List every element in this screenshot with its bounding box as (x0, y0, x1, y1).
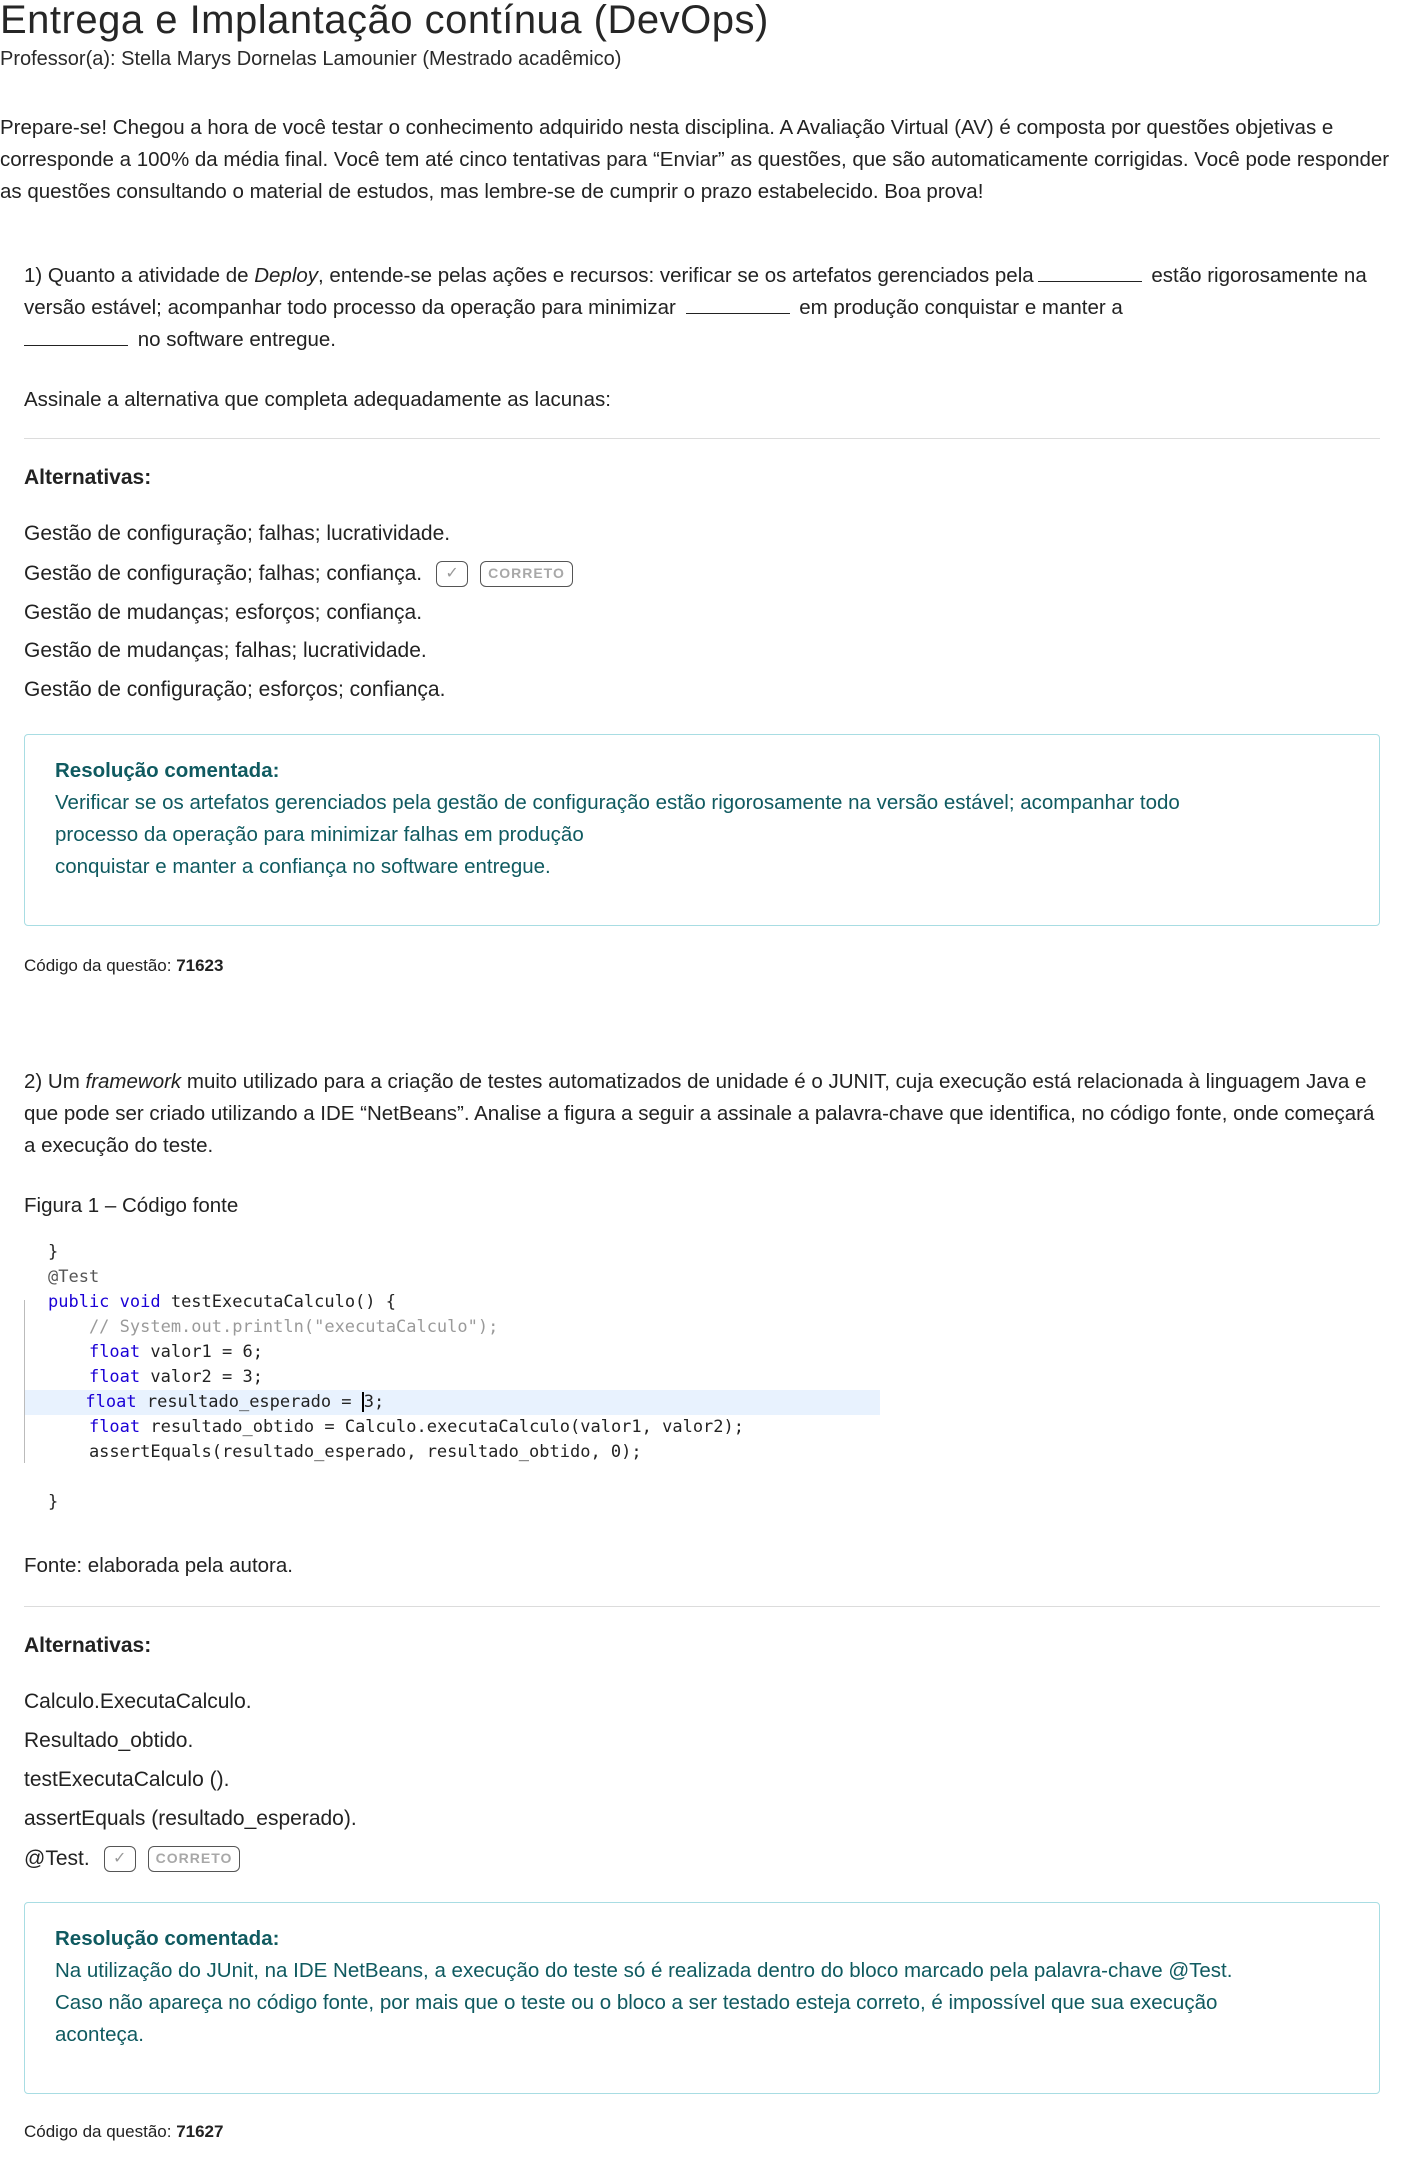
code-line: float resultado_obtido = Calculo.executaCalculo(valor1, valor2); (88, 1417, 744, 1437)
resolution-line: Verificar se os artefatos gerenciados pela gestão de configuração estão rigorosamente na versão estável; acompanhar todo (55, 791, 1180, 814)
q1-alternative-4[interactable]: Gestão de mudanças; falhas; lucratividade. (24, 639, 427, 662)
check-icon: ✓ (104, 1846, 136, 1872)
q2-alternative-3[interactable]: testExecutaCalculo (). (24, 1768, 230, 1791)
q2-alternative-5[interactable]: @Test. ✓ CORRETO (24, 1846, 240, 1872)
code-line: @Test (48, 1267, 100, 1287)
q2-alternative-2[interactable]: Resultado_obtido. (24, 1729, 194, 1752)
question-2-text: 2) Um framework muito utilizado para a criação de testes automatizados de unidade é o JUNIT, cuja execução está relacionada à linguagem Java e que pode ser criado utilizando a IDE “NetBeans”. Analise a figura a seguir a assinale a palavra-chave que identifica, no código fonte, onde começará a execução do teste. (24, 1070, 1375, 1157)
code-line: float valor2 = 3; (88, 1367, 263, 1387)
resolution-line: conquistar e manter a confiança no software entregue. (55, 855, 551, 878)
intro-text: Prepare-se! Chegou a hora de você testar o conhecimento adquirido nesta disciplina. A Avaliação Virtual (AV) é composta por questões objetivas e corresponde a 100% da média final. Você tem até cinco tentativas para “Enviar” as questões, que são automaticamente corrigidas. Você pode responder as questões consultando o material de estudos, mas lembre-se de cumprir o prazo estabelecido. Boa prova! (0, 116, 1390, 203)
question-1-text: 1) Quanto a atividade de Deploy, entende-se pelas ações e recursos: verificar se os artefatos gerenciados pela estão rigorosamente na versão estável; acompanhar todo processo da operação para minimizar em produção conquistar e manter a no software entregue. (24, 260, 1384, 356)
resolution-line: Na utilização do JUnit, na IDE NetBeans, a execução do teste só é realizada dentro do bloco marcado pela palavra-chave @Test. (55, 1959, 1233, 1982)
q1-alternative-1[interactable]: Gestão de configuração; falhas; lucratividade. (24, 522, 451, 545)
q1-alternative-3[interactable]: Gestão de mudanças; esforços; confiança. (24, 601, 423, 624)
resolution-line: aconteça. (55, 2023, 144, 2046)
q1-alternative-2[interactable]: Gestão de configuração; falhas; confiança. ✓ CORRETO (24, 561, 573, 587)
code-line: public void testExecutaCalculo() { (48, 1292, 396, 1312)
q2-code: Código da questão: 71627 (24, 2122, 224, 2141)
divider (24, 1606, 1380, 1607)
correct-badge: CORRETO (480, 561, 573, 587)
code-line: float valor1 = 6; (88, 1342, 263, 1362)
page-title: Entrega e Implantação contínua (DevOps) (0, 0, 769, 42)
code-line: // System.out.println("executaCalculo"); (48, 1317, 499, 1337)
code-figure (24, 1240, 880, 1520)
alternatives-header: Alternativas: (24, 1634, 152, 1657)
correct-badge: CORRETO (148, 1846, 241, 1872)
q1-resolution-box (24, 734, 1380, 926)
code-line: assertEquals(resultado_esperado, resultado_obtido, 0); (48, 1442, 642, 1462)
q2-resolution-box (24, 1902, 1380, 2094)
code-gutter-line (24, 1300, 25, 1463)
q1-alternative-5[interactable]: Gestão de configuração; esforços; confiança. (24, 678, 446, 701)
code-line: } (48, 1242, 59, 1262)
professor-name: Professor(a): Stella Marys Dornelas Lamounier (Mestrado acadêmico) (0, 48, 622, 70)
q2-alternative-1[interactable]: Calculo.ExecutaCalculo. (24, 1690, 252, 1713)
resolution-title: Resolução comentada: (55, 759, 280, 782)
figure-title: Figura 1 – Código fonte (24, 1194, 239, 1217)
q1-code: Código da questão: 71623 (24, 956, 224, 975)
resolution-title: Resolução comentada: (55, 1927, 280, 1950)
alternatives-header: Alternativas: (24, 466, 152, 489)
resolution-line: Caso não apareça no código fonte, por mais que o teste ou o bloco a ser testado esteja correto, é impossível que sua execução (55, 1991, 1218, 2014)
check-icon: ✓ (436, 561, 468, 587)
divider (24, 438, 1380, 439)
code-line: } (48, 1492, 59, 1512)
question-1-instruction: Assinale a alternativa que completa adequadamente as lacunas: (24, 388, 611, 411)
resolution-line: processo da operação para minimizar falhas em produção (55, 823, 584, 846)
figure-source: Fonte: elaborada pela autora. (24, 1554, 293, 1577)
code-line-highlighted: float resultado_esperado = 3; (24, 1390, 880, 1415)
q2-alternative-4[interactable]: assertEquals (resultado_esperado). (24, 1807, 357, 1830)
